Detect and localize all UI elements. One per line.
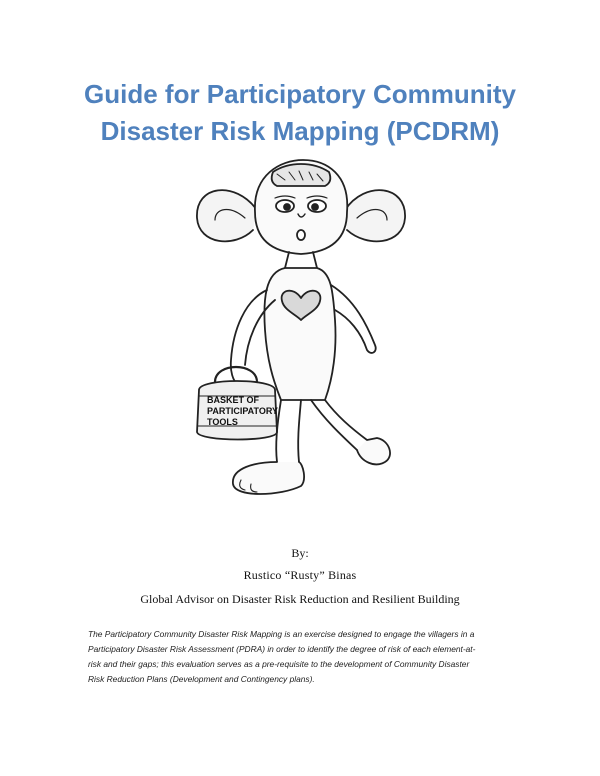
left-leg (276, 400, 301, 462)
right-leg (311, 400, 367, 450)
document-title (0, 76, 600, 150)
right-arm (331, 285, 376, 353)
body (264, 268, 335, 400)
left-ear (197, 190, 257, 241)
abstract-paragraph (88, 627, 516, 687)
author-role: Global Advisor on Disaster Risk Reduction and Resilient Building (140, 592, 460, 606)
right-ear (345, 190, 405, 241)
title-line-2: Disaster Risk Mapping (PCDRM) (100, 116, 500, 146)
abstract-line-2: Participatory Disaster Risk Assessment (PDRA) in order to identify the degree of risk of each element-at- (88, 644, 476, 654)
by-label: By: (291, 546, 309, 560)
title-line-1: Guide for Participatory Community (84, 79, 516, 109)
right-foot (357, 438, 390, 464)
abstract-line-1: The Participatory Community Disaster Risk Mapping is an exercise designed to engage the villagers in a (88, 629, 475, 639)
author-name: Rustico “Rusty” Binas (243, 568, 357, 582)
basket-label-line-2: PARTICIPATORY (207, 406, 279, 416)
basket-label-line-1: BASKET OF (207, 395, 260, 405)
character-illustration (185, 150, 415, 510)
mouth (297, 230, 305, 240)
abstract-line-3: risk and their gaps; this evaluation serves as a pre-requisite to the development of Community Disaster (88, 659, 470, 669)
abstract-line-4: Risk Reduction Plans (Development and Contingency plans). (88, 674, 315, 684)
basket-label-line-3: TOOLS (207, 417, 238, 427)
